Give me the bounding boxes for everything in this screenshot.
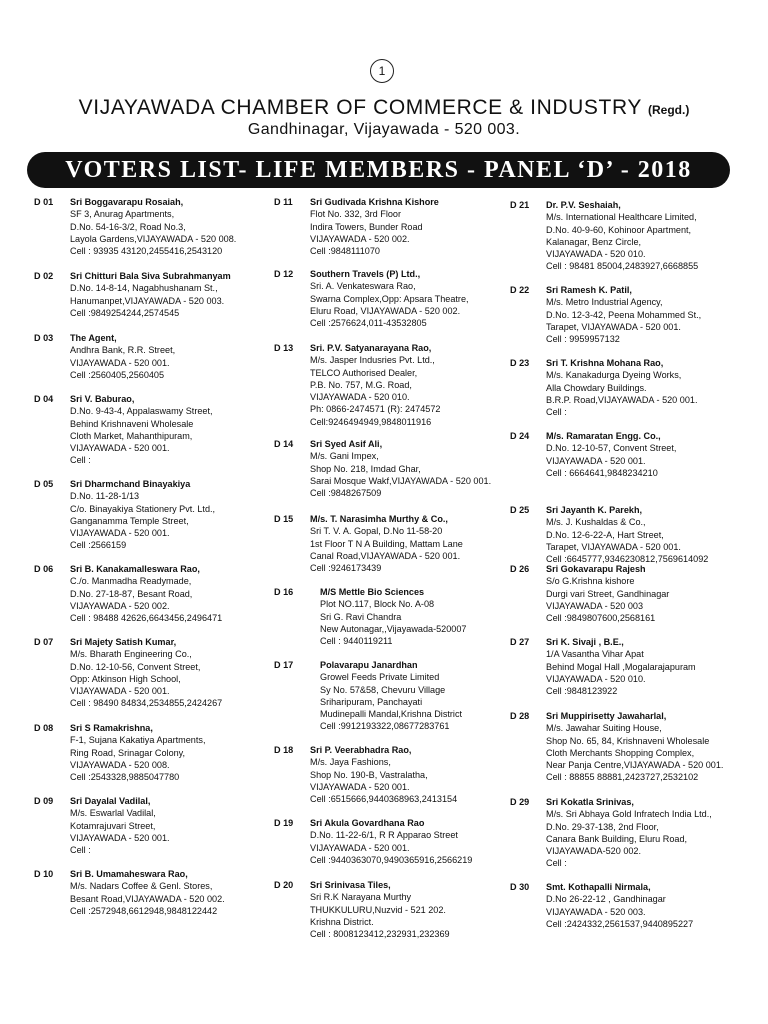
member-name: Sri Gokavarapu Rajesh xyxy=(546,564,646,574)
member-entry xyxy=(34,795,170,856)
member-entry xyxy=(274,342,440,428)
member-detail-line: Durgi vari Street, Gandhinagar xyxy=(546,588,670,599)
member-detail-line: D.No. 40-9-60, Kohinoor Apartment, xyxy=(546,224,692,235)
member-name: Sri. P.V. Satyanarayana Rao, xyxy=(310,343,432,353)
organization-name xyxy=(0,96,768,120)
member-detail-line: VIJAYAWADA - 520 010. xyxy=(546,673,646,684)
member-detail-line: Cell : xyxy=(70,455,91,466)
member-name: The Agent, xyxy=(70,333,117,343)
member-detail-line: Cloth Merchants Shopping Complex, xyxy=(546,747,695,758)
member-number: D 04 xyxy=(34,394,54,404)
member-detail-line: Cell :2572948,6612948,9848122442 xyxy=(70,905,218,916)
member-detail-line: Krishna District. xyxy=(310,916,374,927)
member-detail-line: Cell :2424332,2561537,9440895227 xyxy=(546,918,694,929)
member-detail-line: F-1, Sujana Kakatiya Apartments, xyxy=(70,735,206,746)
member-number: D 08 xyxy=(34,723,54,733)
member-detail-line: Kotamrajuvari Street, xyxy=(70,820,156,831)
member-detail-line: Cell :9848111070 xyxy=(310,246,380,257)
member-detail-line: VIJAYAWADA - 520 008. xyxy=(70,759,170,770)
member-detail-line: Opp: Atkinson High School, xyxy=(70,673,181,684)
member-detail-line: D.No. 12-6-22-A, Hart Street, xyxy=(546,529,664,540)
member-detail-line: C/o. Binayakiya Stationery Pvt. Ltd., xyxy=(70,503,216,514)
member-name: Sri S Ramakrishna, xyxy=(70,723,153,733)
member-name: Southern Travels (P) Ltd., xyxy=(310,269,421,279)
page-number: 1 xyxy=(370,59,394,83)
member-detail-line: 1st Floor T N A Building, Mattam Lane xyxy=(310,538,463,549)
member-entry xyxy=(510,284,701,345)
member-entry xyxy=(34,722,205,783)
member-detail-line: Cell : 8008123412,232931,232369 xyxy=(310,929,450,940)
member-detail-line: Cell :2576624,011-43532805 xyxy=(310,318,427,329)
member-detail-line: Plot NO.117, Block No. A-08 xyxy=(320,599,435,610)
member-number: D 20 xyxy=(274,880,294,890)
member-detail-line: VIJAYAWADA - 520 001. xyxy=(310,781,410,792)
member-detail-line: M/s. Nadars Coffee & Genl. Stores, xyxy=(70,881,213,892)
member-name: Sri B. Kanakamalleswara Rao, xyxy=(70,564,200,574)
member-entry xyxy=(510,710,723,784)
organization-address: Gandhinagar, Vijayawada - 520 003. xyxy=(247,121,521,138)
member-detail-line: Behind Mogal Hall ,Mogalarajapuram xyxy=(546,661,696,672)
member-entry xyxy=(510,357,697,418)
member-number: D 10 xyxy=(34,869,54,879)
member-detail-line: VIJAYAWADA - 520 002. xyxy=(70,600,170,611)
member-detail-line: Cell : xyxy=(70,845,91,856)
member-name: Sri V. Baburao, xyxy=(70,394,135,404)
member-name: Sri Srinivasa Tiles, xyxy=(310,880,391,890)
member-detail-line: Cell : 98488 42626,6643456,2496471 xyxy=(70,613,223,624)
member-name: Sri Dayalal Vadilal, xyxy=(70,796,151,806)
member-detail-line: D.No. 11-28-1/13 xyxy=(70,491,140,502)
member-number: D 11 xyxy=(274,197,293,207)
member-detail-line: D.No. 12-10-57, Convent Street, xyxy=(546,443,677,454)
member-number: D 28 xyxy=(510,711,530,721)
member-detail-line: Near Panja Centre,VIJAYAWADA - 520 001. xyxy=(546,760,724,771)
member-detail-line: Sri G. Ravi Chandra xyxy=(320,611,402,622)
member-detail-line: Sri. A. Venkateswara Rao, xyxy=(310,281,416,292)
member-detail-line: D.No. 54-16-3/2, Road No.3, xyxy=(70,221,186,232)
member-detail-line: Cell :6645777,9346230812,7569614092 xyxy=(546,554,709,565)
member-detail-line: TELCO Authorised Dealer, xyxy=(310,367,418,378)
member-name: Sri K. Sivaji , B.E., xyxy=(546,637,624,647)
member-detail-line: Cell : 9440119211 xyxy=(320,636,393,647)
member-name: Sri Chitturi Bala Siva Subrahmanyam xyxy=(70,271,231,281)
member-detail-line: Kalanagar, Benz Circle, xyxy=(546,236,642,247)
member-number: D 05 xyxy=(34,479,54,489)
member-number: D 14 xyxy=(274,439,294,449)
member-detail-line: VIJAYAWADA - 520 001. xyxy=(546,455,646,466)
member-name: Dr. P.V. Seshaiah, xyxy=(546,200,621,210)
member-entry xyxy=(34,868,225,917)
member-name: Sri Majety Satish Kumar, xyxy=(70,637,177,647)
member-detail-line: M/s. J. Kushaldas & Co., xyxy=(546,517,646,528)
member-number: D 30 xyxy=(510,882,530,892)
member-detail-line: M/s. Sri Abhaya Gold Infratech India Ltd., xyxy=(546,809,712,820)
member-name: Sri Dharmchand Binayakiya xyxy=(70,479,191,489)
member-detail-line: P.B. No. 757, M.G. Road, xyxy=(310,379,412,390)
member-name: Sri Ramesh K. Patil, xyxy=(546,285,632,295)
member-number: D 22 xyxy=(510,285,530,295)
member-detail-line: Ring Road, Srinagar Colony, xyxy=(70,747,186,758)
member-detail-line: M/s. Gani Impex, xyxy=(310,451,379,462)
member-detail-line: Cell :9246173439 xyxy=(310,563,382,574)
member-number: D 12 xyxy=(274,269,294,279)
member-detail-line: S/o G.Krishna kishore xyxy=(546,576,635,587)
member-detail-line: Shop No. 218, Imdad Ghar, xyxy=(310,463,421,474)
member-entry xyxy=(34,636,222,710)
member-name: Sri Syed Asif Ali, xyxy=(310,439,383,449)
member-detail-line: Cell : 93935 43120,2455416,2543120 xyxy=(70,246,223,257)
member-detail-line: D.No. 12-3-42, Peena Mohammed St., xyxy=(546,309,702,320)
member-detail-line: Cell :9912193322,08677283761 xyxy=(320,721,450,732)
member-detail-line: Alla Chowdary Buildings. xyxy=(546,382,647,393)
member-detail-line: Cell : xyxy=(546,407,567,418)
member-detail-line: VIJAYAWADA - 520 001. xyxy=(70,443,170,454)
member-number: D 16 xyxy=(274,587,294,597)
member-number: D 17 xyxy=(274,660,294,670)
member-entry xyxy=(274,817,472,866)
member-detail-line: Ph: 0866-2474571 (R): 2474572 xyxy=(310,404,441,415)
member-number: D 19 xyxy=(274,818,294,828)
member-detail-line: 1/A Vasantha Vihar Apat xyxy=(546,649,644,660)
member-entry xyxy=(34,332,175,381)
member-detail-line: Cell :2560405,2560405 xyxy=(70,369,165,380)
member-number: D 06 xyxy=(34,564,54,574)
member-detail-line: Flot No. 332, 3rd Floor xyxy=(310,209,401,220)
member-detail-line: Cell :9849254244,2574545 xyxy=(70,307,180,318)
member-detail-line: Cell :2543328,9885047780 xyxy=(70,772,180,783)
member-name: M/s. T. Narasimha Murthy & Co., xyxy=(310,514,448,524)
member-detail-line: Behind Krishnaveni Wholesale xyxy=(70,418,194,429)
member-number: D 25 xyxy=(510,505,530,515)
member-entry xyxy=(274,438,491,499)
member-detail-line: D.No. 29-37-138, 2nd Floor, xyxy=(546,821,659,832)
member-detail-line: Tarapet, VIJAYAWADA - 520 001. xyxy=(546,321,681,332)
member-detail-line: M/s. International Healthcare Limited, xyxy=(546,212,697,223)
member-detail-line: M/s. Bharath Engineering Co., xyxy=(70,649,192,660)
member-detail-line: Andhra Bank, R.R. Street, xyxy=(70,345,176,356)
member-detail-line: D.No. 11-22-6/1, R R Apparao Street xyxy=(310,830,458,841)
member-number: D 07 xyxy=(34,637,54,647)
member-detail-line: THUKKULURU,Nuzvid - 521 202. xyxy=(310,904,446,915)
member-name: M/S Mettle Bio Sciences xyxy=(320,587,425,597)
member-name: Sri Muppirisetty Jawaharlal, xyxy=(546,711,667,721)
member-detail-line: SF 3, Anurag Apartments, xyxy=(70,209,175,220)
member-entry xyxy=(34,196,236,257)
member-detail-line: Canara Bank Building, Eluru Road, xyxy=(546,833,688,844)
member-detail-line: Sarai Mosque Wakf,VIJAYAWADA - 520 001. xyxy=(310,475,492,486)
voters-list-banner: VOTERS LIST- LIFE MEMBERS - PANEL ‘D’ - 2018 xyxy=(27,152,730,188)
member-detail-line: M/s. Jawahar Suiting House, xyxy=(546,723,662,734)
member-detail-line: Canal Road,VIJAYAWADA - 520 001. xyxy=(310,550,461,561)
member-detail-line: C./o. Manmadha Readymade, xyxy=(70,576,192,587)
member-name: M/s. Ramaratan Engg. Co., xyxy=(546,431,661,441)
member-number: D 09 xyxy=(34,796,54,806)
member-detail-line: Cell : 6664641,9848234210 xyxy=(546,467,658,478)
member-entry xyxy=(274,744,457,805)
member-detail-line: Cell :9848123922 xyxy=(546,686,618,697)
member-detail-line: M/s. Kanakadurga Dyeing Works, xyxy=(546,370,682,381)
member-detail-line: B.R.P. Road,VIJAYAWADA - 520 001. xyxy=(546,394,698,405)
member-detail-line: Hanumanpet,VIJAYAWADA - 520 003. xyxy=(70,295,225,306)
member-detail-line: Eluru Road, VIJAYAWADA - 520 002. xyxy=(310,305,461,316)
member-number: D 02 xyxy=(34,271,54,281)
member-number: D 15 xyxy=(274,514,294,524)
member-entry xyxy=(510,430,676,479)
member-detail-line: M/s. Jaya Fashions, xyxy=(310,757,391,768)
member-detail-line: Cell :9848267509 xyxy=(310,488,382,499)
member-detail-line: Sriharipuram, Panchayati xyxy=(320,696,423,707)
member-number: D 27 xyxy=(510,637,530,647)
member-detail-line: Shop No. 65, 84, Krishnaveni Wholesale xyxy=(546,735,710,746)
member-number: D 01 xyxy=(34,197,54,207)
member-detail-line: VIJAYAWADA - 520 003 xyxy=(546,600,644,611)
member-entry xyxy=(510,199,698,273)
member-entry xyxy=(34,478,215,552)
member-detail-line: Cell : 98490 84834,2534855,2424267 xyxy=(70,698,223,709)
member-number: D 13 xyxy=(274,343,294,353)
member-detail-line: VIJAYAWADA - 520 001. xyxy=(70,357,170,368)
member-number: D 29 xyxy=(510,797,530,807)
member-detail-line: Cell : 98481 85004,2483927,6668855 xyxy=(546,261,699,272)
member-detail-line: VIJAYAWADA-520 002. xyxy=(546,846,642,857)
member-detail-line: Cell :9849807600,2568161 xyxy=(546,613,656,624)
member-detail-line: VIJAYAWADA - 520 001. xyxy=(70,832,170,843)
member-number: D 18 xyxy=(274,745,294,755)
member-entry xyxy=(274,659,462,733)
member-detail-line: Mudinepalli Mandal,Krishna District xyxy=(320,709,463,720)
member-number: D 23 xyxy=(510,358,530,368)
member-detail-line: Ganganamma Temple Street, xyxy=(70,515,189,526)
member-detail-line: M/s. Jasper Indusries Pvt. Ltd., xyxy=(310,355,435,366)
member-detail-line: Cell : 88855 88881,2423727,2532102 xyxy=(546,772,699,783)
member-detail-line: Sy No. 57&58, Chevuru Village xyxy=(320,684,446,695)
member-detail-line: VIJAYAWADA - 520 001. xyxy=(70,686,170,697)
member-detail-line: Tarapet, VIJAYAWADA - 520 001. xyxy=(546,541,681,552)
member-detail-line: Layola Gardens,VIJAYAWADA - 520 008. xyxy=(70,233,237,244)
member-entry xyxy=(510,563,669,624)
member-detail-line: Swarna Complex,Opp: Apsara Theatre, xyxy=(310,293,469,304)
member-detail-line: Cell : xyxy=(546,858,567,869)
member-entry xyxy=(274,586,466,647)
member-detail-line: M/s. Metro Industrial Agency, xyxy=(546,297,663,308)
member-entry xyxy=(510,881,693,930)
member-name: Sri Gudivada Krishna Kishore xyxy=(310,197,439,207)
member-detail-line: Shop No. 190-B, Vastralatha, xyxy=(310,769,428,780)
member-detail-line: Cloth Market, Mahanthipuram, xyxy=(70,430,193,441)
member-name: Sri Boggavarapu Rosaiah, xyxy=(70,197,184,207)
member-detail-line: Cell :2566159 xyxy=(70,540,127,551)
member-detail-line: Indira Towers, Bunder Road xyxy=(310,221,423,232)
member-detail-line: D.No. 14-8-14, Nagabhushanam St., xyxy=(70,283,218,294)
member-detail-line: D.No 26-22-12 , Gandhinagar xyxy=(546,894,666,905)
member-detail-line: Sri R.K Narayana Murthy xyxy=(310,892,412,903)
member-name: Sri T. Krishna Mohana Rao, xyxy=(546,358,664,368)
member-name: Polavarapu Janardhan xyxy=(320,660,418,670)
member-entry xyxy=(274,268,469,329)
member-name: Sri P. Veerabhadra Rao, xyxy=(310,745,412,755)
member-entry xyxy=(34,270,231,319)
member-entry xyxy=(510,504,708,565)
member-entry xyxy=(274,196,439,257)
regd-label: (Regd.) xyxy=(648,103,690,117)
org-name-text: VIJAYAWADA CHAMBER OF COMMERCE & INDUSTRY xyxy=(78,96,642,119)
member-detail-line: Cell:9246494949,9848011916 xyxy=(310,416,432,427)
member-entry xyxy=(34,563,222,624)
member-number: D 03 xyxy=(34,333,54,343)
member-detail-line: VIJAYAWADA - 520 001. xyxy=(310,842,410,853)
member-detail-line: VIJAYAWADA - 520 001. xyxy=(70,528,170,539)
member-name: Sri Jayanth K. Parekh, xyxy=(546,505,643,515)
member-detail-line: VIJAYAWADA - 520 010. xyxy=(310,392,410,403)
member-detail-line: VIJAYAWADA - 520 010. xyxy=(546,249,646,260)
member-name: Sri Akula Govardhana Rao xyxy=(310,818,425,828)
member-name: Sri B. Umamaheswara Rao, xyxy=(70,869,188,879)
member-name: Sri Kokatla Srinivas, xyxy=(546,797,634,807)
member-number: D 24 xyxy=(510,431,530,441)
member-entry xyxy=(274,879,450,940)
member-detail-line: M/s. Eswarlal Vadilal, xyxy=(70,808,156,819)
member-number: D 21 xyxy=(510,200,530,210)
member-entry xyxy=(274,513,463,574)
member-name: Smt. Kothapalli Nirmala, xyxy=(546,882,651,892)
member-number: D 26 xyxy=(510,564,530,574)
member-entry xyxy=(510,636,696,697)
member-entry xyxy=(34,393,213,467)
member-detail-line: Growel Feeds Private Limited xyxy=(320,672,440,683)
member-detail-line: D.No. 9-43-4, Appalaswamy Street, xyxy=(70,406,213,417)
member-detail-line: Besant Road,VIJAYAWADA - 520 002. xyxy=(70,893,225,904)
member-detail-line: Cell :9440363070,9490365916,2566219 xyxy=(310,854,473,865)
member-detail-line: Cell :6515666,9440368963,2413154 xyxy=(310,794,458,805)
member-detail-line: Cell : 9959957132 xyxy=(546,334,620,345)
member-detail-line: VIJAYAWADA - 520 003. xyxy=(546,906,646,917)
member-detail-line: VIJAYAWADA - 520 002. xyxy=(310,233,410,244)
member-detail-line: Sri T. V. A. Gopal, D.No 11-58-20 xyxy=(310,526,443,537)
member-entry xyxy=(510,796,712,870)
member-detail-line: D.No. 12-10-56, Convent Street, xyxy=(70,661,201,672)
member-detail-line: D.No. 27-18-87, Besant Road, xyxy=(70,588,193,599)
member-detail-line: New Autonagar,,Vijayawada-520007 xyxy=(320,623,467,634)
